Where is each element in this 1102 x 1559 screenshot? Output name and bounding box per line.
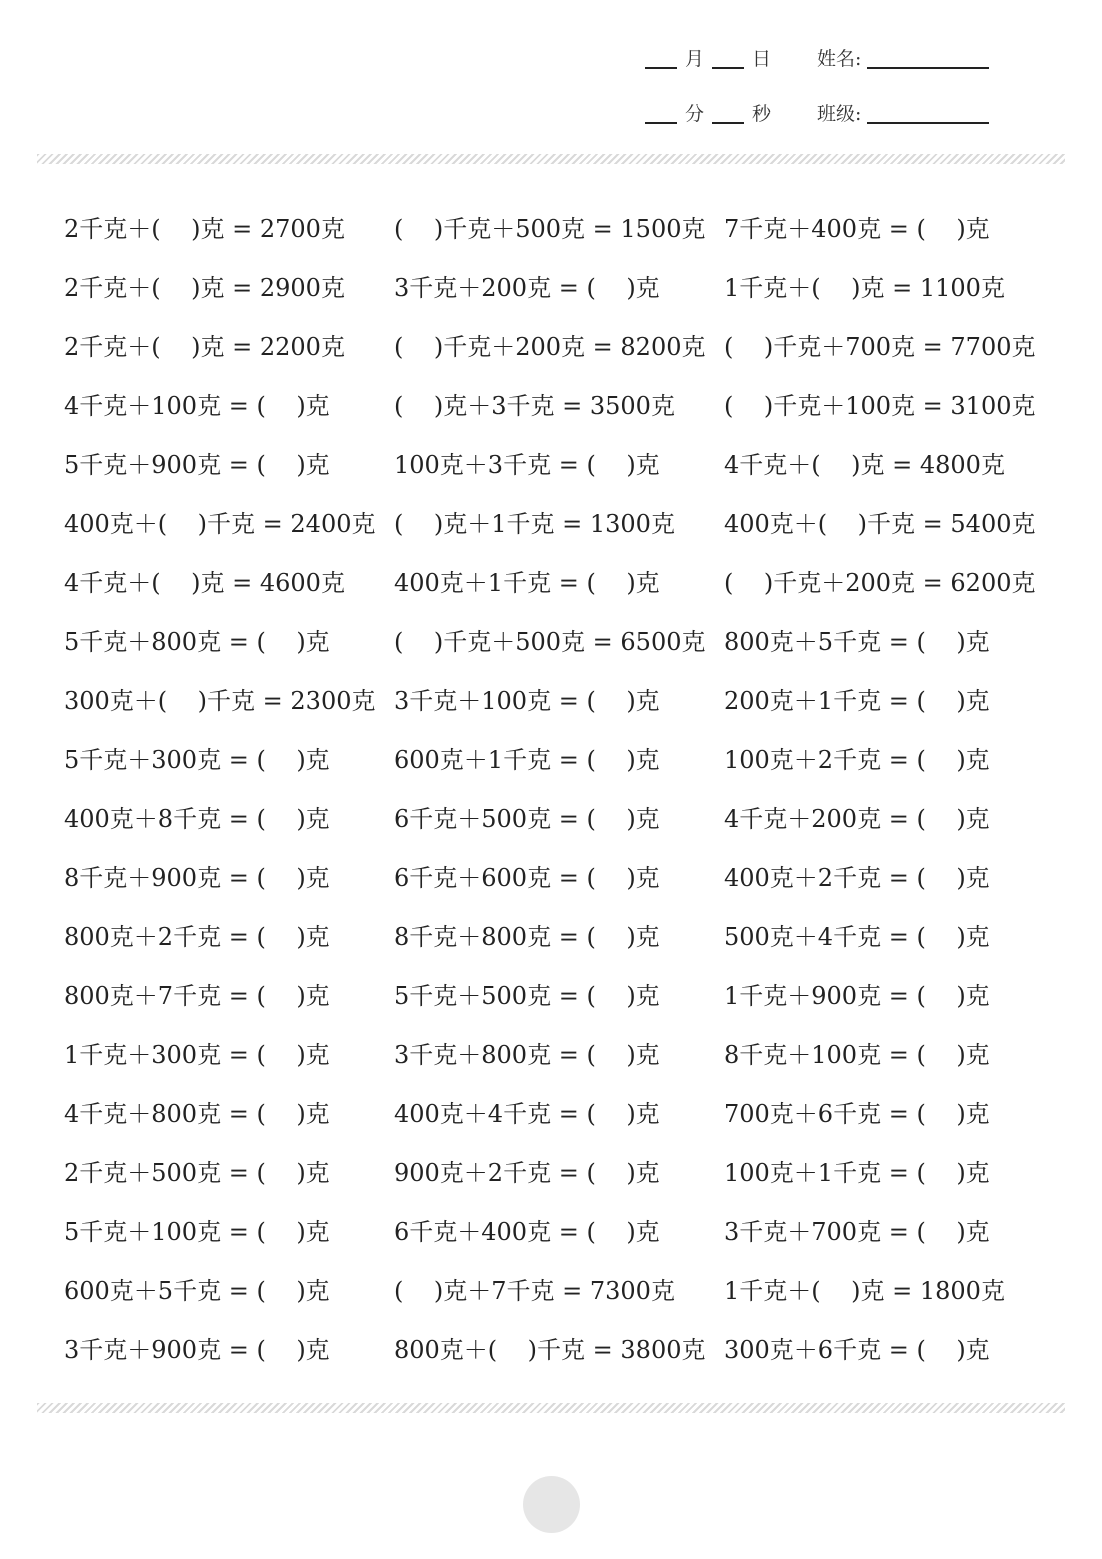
problem-item: 100克＋2千克 = ( )克	[724, 746, 990, 774]
problem-item: ( )千克＋100克 = 3100克	[724, 392, 1036, 420]
name-label: 姓名:	[817, 47, 862, 70]
problem-item: 5千克＋900克 = ( )克	[64, 451, 330, 479]
problem-row	[0, 613, 1102, 672]
problem-item: ( )千克＋200克 = 8200克	[394, 333, 706, 361]
day-blank[interactable]	[712, 53, 744, 69]
second-blank[interactable]	[712, 108, 744, 124]
problem-item: 4千克＋800克 = ( )克	[64, 1100, 330, 1128]
problem-item: 6千克＋400克 = ( )克	[394, 1218, 660, 1246]
problem-item: 3千克＋900克 = ( )克	[64, 1336, 330, 1364]
month-blank[interactable]	[645, 53, 677, 69]
minute-label: 分	[685, 102, 705, 125]
problem-row	[0, 318, 1102, 377]
problem-item: 300克＋( )千克 = 2300克	[64, 687, 376, 715]
name-blank[interactable]	[867, 53, 989, 69]
problem-item: 400克＋8千克 = ( )克	[64, 805, 330, 833]
problem-item: 900克＋2千克 = ( )克	[394, 1159, 660, 1187]
problem-row	[0, 377, 1102, 436]
problem-item: 400克＋1千克 = ( )克	[394, 569, 660, 597]
class-blank[interactable]	[867, 108, 989, 124]
problem-item: 4千克＋( )克 = 4800克	[724, 451, 1005, 479]
problem-item: 4千克＋100克 = ( )克	[64, 392, 330, 420]
problem-row	[0, 1085, 1102, 1144]
problem-item: ( )克＋3千克 = 3500克	[394, 392, 675, 420]
class-label: 班级:	[817, 102, 862, 125]
problem-row	[0, 495, 1102, 554]
problem-item: 600克＋5千克 = ( )克	[64, 1277, 330, 1305]
problem-row	[0, 967, 1102, 1026]
problem-item: 4千克＋( )克 = 4600克	[64, 569, 345, 597]
problem-item: 2千克＋( )克 = 2200克	[64, 333, 345, 361]
problem-item: 5千克＋300克 = ( )克	[64, 746, 330, 774]
problem-item: 800克＋( )千克 = 3800克	[394, 1336, 706, 1364]
second-label: 秒	[752, 102, 772, 125]
problem-item: 8千克＋100克 = ( )克	[724, 1041, 990, 1069]
problem-item: 500克＋4千克 = ( )克	[724, 923, 990, 951]
problem-row	[0, 672, 1102, 731]
problem-item: 7千克＋400克 = ( )克	[724, 215, 990, 243]
problem-item: 5千克＋500克 = ( )克	[394, 982, 660, 1010]
problem-row	[0, 731, 1102, 790]
problem-item: 6千克＋600克 = ( )克	[394, 864, 660, 892]
problem-item: 100克＋3千克 = ( )克	[394, 451, 660, 479]
problem-item: 2千克＋500克 = ( )克	[64, 1159, 330, 1187]
problem-item: 3千克＋800克 = ( )克	[394, 1041, 660, 1069]
problem-item: 1千克＋900克 = ( )克	[724, 982, 990, 1010]
problem-item: 400克＋( )千克 = 5400克	[724, 510, 1036, 538]
top-divider	[37, 154, 1065, 164]
problem-item: 1千克＋( )克 = 1800克	[724, 1277, 1005, 1305]
problem-item: 600克＋1千克 = ( )克	[394, 746, 660, 774]
problem-item: 200克＋1千克 = ( )克	[724, 687, 990, 715]
problem-row	[0, 200, 1102, 259]
problem-item: 5千克＋100克 = ( )克	[64, 1218, 330, 1246]
problem-item: 2千克＋( )克 = 2700克	[64, 215, 345, 243]
problem-item: 400克＋( )千克 = 2400克	[64, 510, 376, 538]
page-number-badge	[523, 1476, 580, 1533]
time-class-row	[645, 97, 989, 127]
problem-row	[0, 1026, 1102, 1085]
problem-item: 3千克＋200克 = ( )克	[394, 274, 660, 302]
problem-item: ( )千克＋700克 = 7700克	[724, 333, 1036, 361]
problem-item: 1千克＋300克 = ( )克	[64, 1041, 330, 1069]
bottom-divider	[37, 1403, 1065, 1413]
problem-item: 6千克＋500克 = ( )克	[394, 805, 660, 833]
problem-item: 800克＋7千克 = ( )克	[64, 982, 330, 1010]
minute-blank[interactable]	[645, 108, 677, 124]
problem-item: 1千克＋( )克 = 1100克	[724, 274, 1005, 302]
problem-item: 100克＋1千克 = ( )克	[724, 1159, 990, 1187]
problem-item: 300克＋6千克 = ( )克	[724, 1336, 990, 1364]
problem-item: 8千克＋900克 = ( )克	[64, 864, 330, 892]
problem-row	[0, 1262, 1102, 1321]
problem-item: 5千克＋800克 = ( )克	[64, 628, 330, 656]
problem-item: ( )克＋1千克 = 1300克	[394, 510, 675, 538]
problem-row	[0, 1144, 1102, 1203]
problem-item: 700克＋6千克 = ( )克	[724, 1100, 990, 1128]
problem-item: 800克＋5千克 = ( )克	[724, 628, 990, 656]
problem-item: ( )千克＋500克 = 6500克	[394, 628, 706, 656]
problem-item: ( )千克＋200克 = 6200克	[724, 569, 1036, 597]
date-name-row	[645, 42, 989, 72]
problem-grid	[0, 200, 1102, 1380]
problem-item: 8千克＋800克 = ( )克	[394, 923, 660, 951]
problem-row	[0, 1203, 1102, 1262]
problem-item: 3千克＋700克 = ( )克	[724, 1218, 990, 1246]
problem-item: 400克＋2千克 = ( )克	[724, 864, 990, 892]
problem-item: ( )克＋7千克 = 7300克	[394, 1277, 675, 1305]
problem-row	[0, 436, 1102, 495]
problem-row	[0, 790, 1102, 849]
worksheet-header	[0, 0, 1102, 150]
problem-item: 800克＋2千克 = ( )克	[64, 923, 330, 951]
problem-item: 4千克＋200克 = ( )克	[724, 805, 990, 833]
problem-row	[0, 908, 1102, 967]
problem-item: 2千克＋( )克 = 2900克	[64, 274, 345, 302]
problem-row	[0, 849, 1102, 908]
problem-row	[0, 554, 1102, 613]
problem-item: 3千克＋100克 = ( )克	[394, 687, 660, 715]
problem-item: ( )千克＋500克 = 1500克	[394, 215, 706, 243]
problem-item: 400克＋4千克 = ( )克	[394, 1100, 660, 1128]
month-label: 月	[685, 47, 705, 70]
day-label: 日	[752, 47, 772, 70]
problem-row	[0, 1321, 1102, 1380]
problem-row	[0, 259, 1102, 318]
